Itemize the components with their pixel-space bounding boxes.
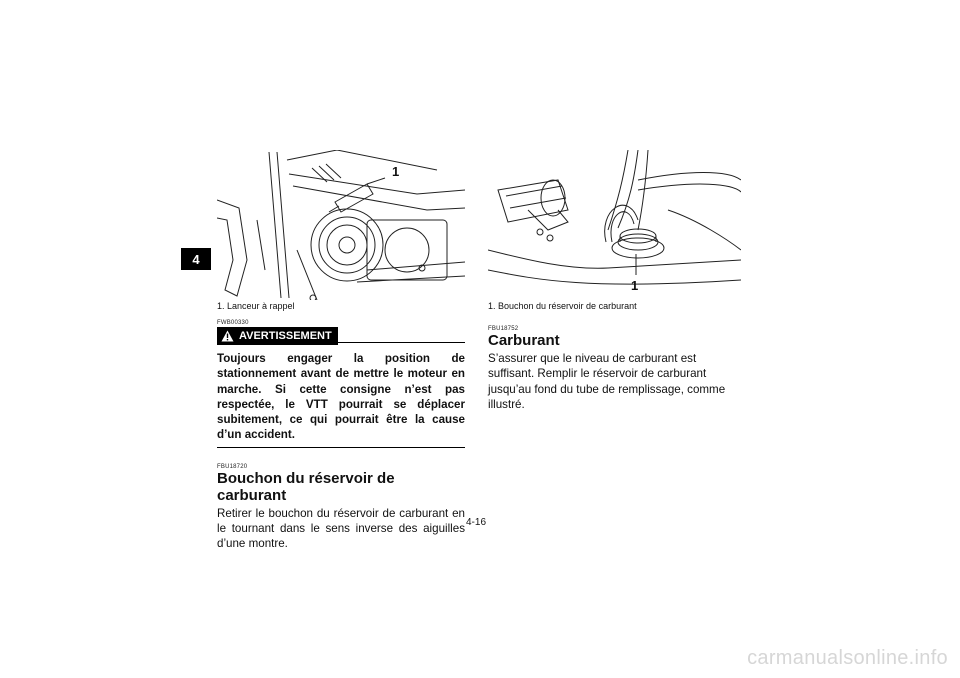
chapter-tab: 4 (181, 248, 211, 270)
section-body: S’assurer que le niveau de carburant est suffisant. Remplir le réservoir de carburant jusqu’au fond du tube de remplissage, comme illustré. (488, 352, 726, 411)
figure-callout-1: 1 (392, 164, 400, 179)
figure-callout-1: 1 (631, 278, 639, 293)
warning-triangle-icon (221, 330, 234, 342)
right-column (488, 150, 741, 412)
warning-rule-top (338, 342, 465, 343)
recoil-starter-figure (217, 150, 465, 300)
figure-caption: 1. Lanceur à rappel (217, 301, 295, 311)
section-heading: Bouchon du réservoir de carburant (217, 469, 395, 504)
left-column (217, 150, 465, 552)
section-body: Retirer le bouchon du réservoir de carburant en le tournant dans le sens inverse des aiguilles d’une montre. (217, 506, 465, 551)
page-number: 4-16 (466, 517, 487, 528)
section-code: FBU18720 (217, 463, 248, 470)
warning-rule-bottom (217, 447, 465, 448)
figure-caption: 1. Bouchon du réservoir de carburant (488, 301, 637, 311)
recoil-starter-illustration (217, 150, 465, 300)
fuel-cap-illustration (488, 150, 741, 300)
warning-label: AVERTISSEMENT (239, 330, 332, 342)
warning-code: FWB00330 (217, 320, 249, 326)
warning-header (217, 327, 465, 345)
warning-text: Toujours engager la position de stationnement avant de mettre le moteur en marche. Si cette consigne n’est pas respectée, le VTT pourrait se déplacer subitement, ce qui pourrait être la cause d’un accident. (217, 352, 465, 442)
watermark: carmanualsonline.info (747, 647, 948, 669)
section-code: FBU18752 (488, 326, 519, 332)
warning-badge (217, 327, 338, 345)
section-heading: Carburant (488, 332, 560, 349)
fuel-cap-figure (488, 150, 741, 300)
